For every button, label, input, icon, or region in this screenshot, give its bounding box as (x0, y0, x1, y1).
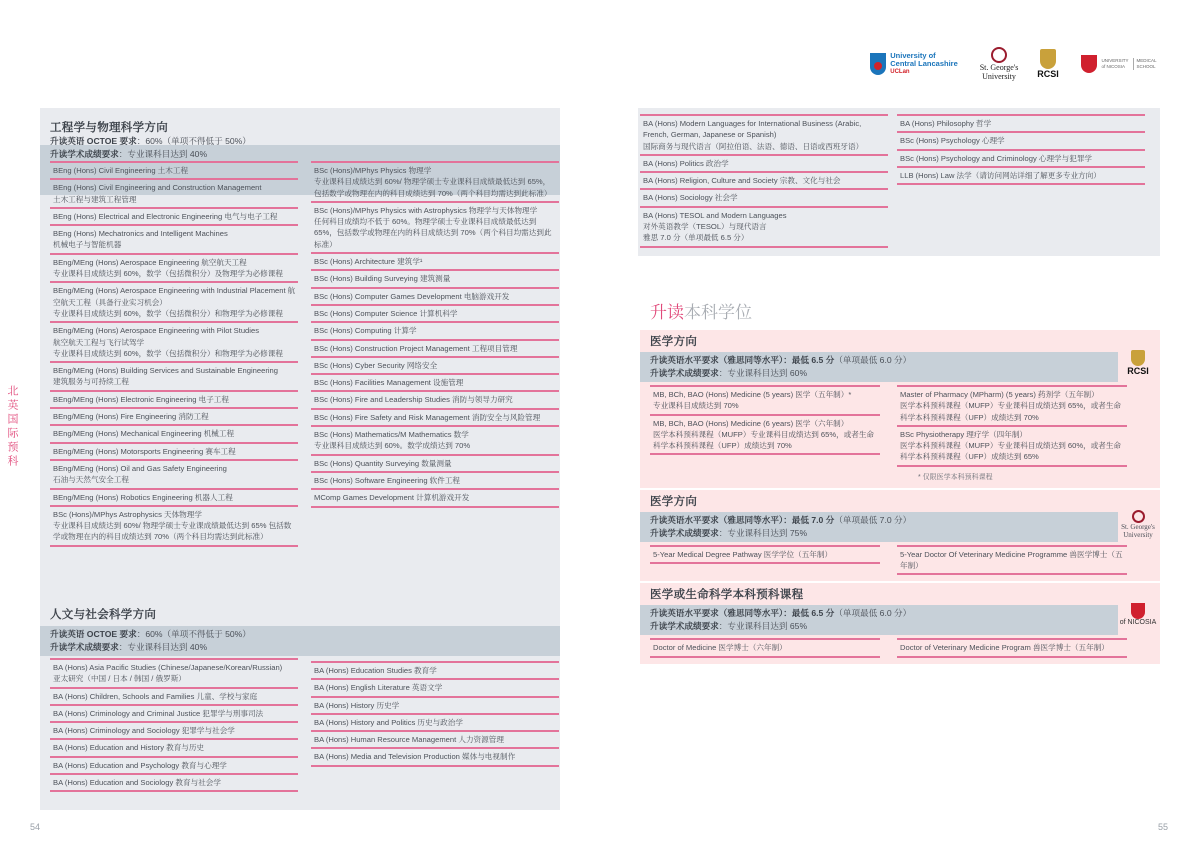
program-text: BA (Hons) Sociology 社会学 (643, 193, 738, 203)
program-text: BEng (Hons) Mechatronics and Intelligent Machines (53, 229, 228, 239)
program-text: 石油与天然气安全工程 (53, 475, 129, 485)
program-item (50, 723, 298, 740)
program-text: BSc (Hons) Facilities Management 设施管理 (314, 378, 464, 388)
program-item (311, 358, 559, 375)
medical-column-2 (897, 545, 1127, 576)
program-text: BSc Physiotherapy 理疗学（四年制） (900, 429, 1028, 439)
program-text: BSc (Hons)/MPhys Physics 物理学 (314, 166, 432, 175)
program-item (311, 473, 559, 490)
program-text: Doctor of Medicine 医学博士（六年制） (653, 643, 787, 653)
medical-req-band (640, 512, 1118, 542)
program-item (640, 156, 888, 173)
degree-heading (650, 298, 752, 323)
nicosia-mark-icon (1131, 603, 1145, 619)
program-text: BSc (Hons) Computer Science 计算机科学 (314, 308, 458, 318)
program-text: BSc (Hons) Software Engineering 软件工程 (314, 475, 461, 485)
medical-panels (640, 330, 1160, 664)
program-text: 医学本科预科课程（MUFP）专业课科目成绩达到 65%，或者生命科学本科预科课程（UFP）成绩达到 70% (653, 429, 875, 451)
humanities-english-req (50, 628, 550, 641)
left-panel (40, 108, 560, 810)
program-text: 土木工程与建筑工程管理 (53, 194, 137, 204)
medical-panel (640, 583, 1160, 663)
program-text: Master of Pharmacy (MPharm) (5 years) 药剂学（五年制） (900, 390, 1099, 399)
program-item (650, 416, 880, 456)
medical-req-band (640, 605, 1118, 635)
program-item (311, 271, 559, 288)
program-text: BA (Hons) Philosophy 哲学 (900, 119, 992, 128)
program-item (650, 545, 880, 564)
humanities-column-1 (50, 658, 298, 792)
sgu-text: St. George's (1121, 522, 1155, 531)
program-item (50, 323, 298, 363)
program-item (50, 507, 298, 547)
program-item (897, 545, 1127, 576)
program-text: 医学本科预科课程（MUFP）专业课科目成绩达到 65%，或者生命科学本科预科课程（UFP）成绩达到 70% (900, 401, 1122, 422)
program-item (897, 427, 1127, 467)
sgu-side-logo (1118, 510, 1158, 539)
program-text: BSc (Hons) Computing 计算学 (314, 326, 417, 336)
program-item (50, 409, 298, 426)
program-text: BSc (Hons) Fire Safety and Risk Management 消防安全与风险管理 (314, 412, 541, 422)
req-value: （单项最低 6.0 分） (834, 608, 912, 619)
req-value: （单项最低 7.0 分） (834, 514, 912, 525)
uclan-text: University of (890, 51, 936, 60)
req-value: ：专业课科目达到 40% (118, 149, 208, 159)
program-item (50, 461, 298, 490)
program-text: 对外英语教学（TESOL）与现代语言 (643, 222, 767, 232)
program-item (311, 375, 559, 392)
humanities-req-band (40, 626, 560, 656)
program-item (311, 456, 559, 473)
program-text: LLB (Hons) Law 法学（请访问网站详细了解更多专业方向） (900, 170, 1101, 180)
program-text: BEng/MEng (Hons) Mechanical Engineering 机械工程 (53, 429, 235, 439)
program-item (897, 638, 1127, 657)
medical-english-req (650, 607, 1108, 620)
program-item (311, 323, 559, 340)
engineering-column-1 (50, 161, 298, 547)
program-item (311, 698, 559, 715)
program-item (311, 732, 559, 749)
uclan-shield-icon (870, 53, 886, 75)
engineering-english-req (50, 135, 560, 148)
program-item (311, 254, 559, 271)
sgu-crest-icon (991, 47, 1007, 63)
right-top-panel (638, 108, 1160, 256)
req-value: ：专业课科目达到 65% (718, 621, 808, 632)
program-text: 建筑服务与可持续工程 (53, 377, 129, 387)
program-item (311, 161, 559, 203)
program-text: BA (Hons) Media and Television Production 媒体与电视制作 (314, 752, 516, 762)
program-text: 国际商务与现代语言（阿拉伯语、法语、德语、日语或西班牙语） (643, 141, 864, 151)
rcsi-logo (1033, 40, 1063, 88)
program-item (311, 490, 559, 507)
program-item (311, 715, 559, 732)
program-text: BSc (Hons) Psychology 心理学 (900, 136, 1005, 146)
program-text: 专业课科目成绩达到 60%，数学（包括微积分）和物理学为必修课程 (53, 348, 283, 358)
program-text: BA (Hons) Children, Schools and Families 儿童、学校与家庭 (53, 691, 258, 701)
program-item (311, 392, 559, 409)
program-item (50, 740, 298, 757)
program-text: 机械电子与智能机器 (53, 240, 122, 250)
program-text: MB, BCh, BAO (Hons) Medicine (5 years) 医学（五年制）* (653, 390, 852, 399)
program-text: BA (Hons) English Literature 英语文学 (314, 683, 443, 693)
req-label: 升读学术成绩要求 (50, 642, 119, 652)
req-label: 升读学术成绩要求 (650, 527, 719, 538)
program-item (50, 706, 298, 723)
medical-panel (640, 490, 1160, 582)
rcsi-crest-icon (1040, 49, 1056, 69)
program-item (640, 173, 888, 190)
nicosia-logo (1074, 50, 1164, 78)
program-item (50, 283, 298, 323)
nicosia-text: SCHOOL (1136, 64, 1156, 69)
program-text: BA (Hons) Education Studies 教育学 (314, 666, 437, 675)
humanities-academic-req (50, 641, 550, 654)
program-item (640, 208, 888, 248)
program-text: BA (Hons) Education and Psychology 教育与心理学 (53, 760, 227, 770)
program-text: BSc (Hons) Psychology and Criminology 心理学与犯罪学 (900, 153, 1093, 163)
program-item (50, 255, 298, 284)
uclan-logo (864, 44, 964, 84)
engineering-section (40, 108, 560, 606)
program-text: BEng/MEng (Hons) Motorsports Engineering 赛车工程 (53, 446, 236, 456)
rcsi-text: RCSI (1127, 366, 1149, 376)
program-text: BSc (Hons) Quantity Surveying 数量测量 (314, 458, 452, 468)
program-text: Doctor of Veterinary Medicine Program 兽医学博士（五年制） (900, 643, 1109, 653)
page-number-left: 54 (30, 822, 41, 832)
nicosia-side-logo (1118, 603, 1158, 626)
program-item (897, 133, 1145, 150)
page-number-right: 55 (1158, 822, 1169, 832)
program-text: BSc (Hons) Construction Project Management 工程项目管理 (314, 343, 518, 353)
program-text: BA (Hons) Religion, Culture and Society 宗教、文化与社会 (643, 176, 841, 186)
sgu-text: St. George's (979, 63, 1019, 72)
rcsi-text: RCSI (1037, 69, 1059, 79)
program-item (50, 758, 298, 775)
program-text: BA (Hons) Human Resource Management 人力资源管理 (314, 735, 504, 745)
program-text: BA (Hons) Criminology and Sociology 犯罪学与社会学 (53, 726, 235, 736)
program-text: BA (Hons) Asia Pacific Studies (Chinese/Japanese/Korean/Russian) (53, 663, 283, 672)
program-text: 5-Year Medical Degree Pathway 医学学位（五年制） (653, 549, 833, 559)
program-text: BSc (Hons) Building Surveying 建筑测量 (314, 274, 451, 284)
medical-column-1 (650, 385, 880, 467)
program-item (50, 775, 298, 792)
program-text: BA (Hons) Education and History 教育与历史 (53, 743, 205, 753)
program-item (897, 168, 1145, 185)
program-text: BSc (Hons) Cyber Security 网络安全 (314, 360, 438, 370)
program-text: 5-Year Doctor Of Veterinary Medicine Programme 兽医学博士（五年制） (900, 549, 1123, 571)
program-item (50, 180, 298, 209)
program-item (50, 226, 298, 255)
program-item (50, 363, 298, 392)
program-text: BEng/MEng (Hons) Aerospace Engineering 航空航天工程 (53, 257, 247, 267)
nicosia-mark-icon (1081, 55, 1097, 73)
program-text: BEng (Hons) Civil Engineering 土木工程 (53, 166, 189, 175)
program-text: BEng/MEng (Hons) Building Services and Sustainable Engineering (53, 366, 278, 376)
req-label: 升读学术成绩要求 (50, 149, 119, 159)
program-text: BEng/MEng (Hons) Aerospace Engineering with Industrial Placement 航空航天工程（具备行业实习机会） (53, 286, 296, 307)
program-text: 专业课科目成绩达到 60%。数学成绩达到 70% (314, 441, 471, 451)
medical-title: 医学或生命科学本科预科课程 (650, 589, 804, 602)
program-text: BSc (Hons) Computer Games Development 电脑游戏开发 (314, 291, 510, 301)
degree-heading-accent: 升读 (650, 303, 684, 322)
req-label: 升读学术成绩要求 (650, 621, 719, 632)
nicosia-text: of NICOSIA (1101, 64, 1125, 69)
req-label: 升读学术成绩要求 (650, 368, 719, 378)
req-value: ：专业课科目达到 40% (118, 642, 208, 652)
medical-academic-req (650, 367, 1108, 380)
program-item (50, 161, 298, 180)
req-label: 升读英语 OCTOE 要求 (50, 629, 137, 639)
humanities-column-3 (640, 114, 888, 248)
sgu-logo (975, 40, 1023, 88)
engineering-title: 工程学与物理科学方向 (50, 122, 168, 134)
program-text: 医学本科预科课程（MUFP）专业课科目成绩达到 60%，或者生命科学本科预科课程（UFP）成绩达到 65% (900, 441, 1122, 462)
humanities-section (40, 606, 560, 800)
program-text: 专业课科目成绩达到 60%，数学（包括微积分）及物理学为必修课程 (53, 269, 283, 279)
req-label: 升读英语水平要求（雅思同等水平）：最低 6.5 分 (650, 608, 835, 619)
medical-academic-req (650, 527, 1108, 540)
program-item (650, 638, 880, 657)
humanities-column-4 (897, 114, 1145, 248)
program-text: BA (Hons) History and Politics 历史与政治学 (314, 717, 463, 727)
program-text: BA (Hons) History 历史学 (314, 700, 400, 710)
program-item (50, 209, 298, 226)
program-item (650, 385, 880, 416)
sgu-text: University (1123, 530, 1153, 539)
nicosia-text: UNIVERSITY (1101, 58, 1129, 63)
program-item (50, 658, 298, 689)
program-text: 专业课科目成绩达到 60%/ 物理学硕士专业课成绩最低达到 65% 包括数学或物理在内的科目成绩达到 70%（两个科目均需达到此标准） (53, 521, 292, 542)
program-item (50, 689, 298, 706)
program-item (311, 427, 559, 456)
sgu-text: University (982, 72, 1016, 81)
program-text: BSc (Hons)/MPhys Physics with Astrophysics 物理学与天体物理学 (314, 205, 538, 215)
side-label: 北英国际预科 (6, 385, 18, 469)
medical-column-1 (650, 638, 880, 657)
req-value: ：60%（单项不得低于 50%） (136, 136, 251, 146)
program-text: BA (Hons) Criminology and Criminal Justice 犯罪学与刑事司法 (53, 708, 264, 718)
program-item (50, 490, 298, 507)
program-item (311, 289, 559, 306)
humanities-column-2 (311, 658, 559, 792)
req-label: 升读英语水平要求（雅思同等水平）：最低 7.0 分 (650, 514, 835, 525)
program-text: BSc (Hons) Fire and Leadership Studies 消防与领导力研究 (314, 395, 513, 405)
program-item (897, 385, 1127, 427)
program-item (50, 444, 298, 461)
program-text: BSc (Hons) Mathematics/M Mathematics 数学 (314, 430, 469, 440)
req-value: ：专业课科目达到 75% (718, 527, 808, 538)
program-text: 亚太研究（中国 / 日本 / 韩国 / 俄罗斯） (53, 674, 186, 684)
program-text: MB, BCh, BAO (Hons) Medicine (6 years) 医学（六年制） (653, 418, 849, 428)
program-text: BSc (Hons) Architecture 建筑学¹ (314, 257, 423, 267)
program-text: 航空航天工程与飞行试驾学 (53, 337, 145, 347)
medical-title: 医学方向 (650, 495, 698, 508)
program-text: BEng (Hons) Electrical and Electronic Engineering 电气与电子工程 (53, 211, 278, 221)
program-item (311, 661, 559, 680)
program-text: BEng/MEng (Hons) Aerospace Engineering with Pilot Studies (53, 326, 259, 336)
program-text: 专业课科目成绩达到 60%/ 物理学硕士专业课科目成绩最低达到 65%，包括数学或物理在内的科目成绩达到 70%（两个科目均需达到此标准） (314, 177, 552, 198)
humanities-title: 人文与社会科学方向 (50, 609, 157, 621)
medical-column-2 (897, 385, 1127, 467)
program-text: 专业课科目成绩达到 70% (653, 401, 739, 411)
engineering-academic-req (50, 148, 560, 161)
req-label: 升读英语水平要求（雅思同等水平）：最低 6.5 分 (650, 355, 835, 365)
program-item (640, 190, 888, 207)
req-value: ：60%（单项不得低于 50%） (136, 629, 251, 639)
program-item (897, 114, 1145, 133)
medical-panel (640, 330, 1160, 488)
program-text: BEng/MEng (Hons) Oil and Gas Safety Engineering (53, 463, 227, 473)
program-item (311, 749, 559, 766)
sgu-crest-icon (1132, 510, 1145, 523)
program-text: BSc (Hons)/MPhys Astrophysics 天体物理学 (53, 509, 202, 519)
program-item (50, 426, 298, 443)
program-item (311, 341, 559, 358)
medical-academic-req (650, 620, 1108, 633)
engineering-column-2 (311, 161, 559, 547)
medical-column-2 (897, 638, 1127, 657)
program-text: BA (Hons) Education and Sociology 教育与社会学 (53, 778, 221, 788)
program-text: BEng/MEng (Hons) Fire Engineering 消防工程 (53, 412, 209, 422)
nicosia-text: of NICOSIA (1119, 619, 1157, 627)
degree-heading-rest: 本科学位 (684, 303, 752, 322)
program-item (50, 392, 298, 409)
medical-footnote: * 仅限医学本科预科课程 (918, 473, 993, 481)
program-item (640, 114, 888, 156)
req-value: ：专业课科目达到 60% (718, 368, 808, 378)
program-text: 任何科目成绩均不低于 60%。物理学硕士专业课科目成绩最低达到 65%，包括数学或物理在内的科目成绩达到 70%（两个科目均需达到此标准） (314, 217, 552, 249)
program-item (311, 306, 559, 323)
program-text: BA (Hons) Modern Languages for International Business (Arabic, French, German, Japanese or Spanish) (643, 119, 862, 140)
nicosia-text: MEDICAL (1136, 58, 1157, 63)
program-text: BA (Hons) TESOL and Modern Languages (643, 210, 787, 220)
program-text: 雅思 7.0 分（单项最低 6.5 分） (643, 233, 749, 243)
program-text: BA (Hons) Politics 政治学 (643, 158, 729, 168)
medical-english-req (650, 354, 1108, 367)
medical-title: 医学方向 (650, 336, 698, 348)
medical-req-band (640, 352, 1118, 382)
uclan-text: UCLan (890, 69, 910, 75)
medical-english-req (650, 514, 1108, 527)
program-item (897, 151, 1145, 168)
req-value: （单项最低 6.0 分） (834, 355, 912, 365)
req-label: 升读英语 OCTOE 要求 (50, 136, 137, 146)
medical-column-1 (650, 545, 880, 576)
rcsi-crest-icon (1131, 350, 1145, 366)
program-text: BEng/MEng (Hons) Electronic Engineering 电子工程 (53, 394, 229, 404)
program-text: 专业课科目成绩达到 60%，数学（包括微积分）和物理学为必修课程 (53, 308, 283, 318)
program-item (311, 680, 559, 697)
program-text: BEng (Hons) Civil Engineering and Construction Management (53, 183, 262, 193)
program-text: BEng/MEng (Hons) Robotics Engineering 机器人工程 (53, 492, 233, 502)
program-item (311, 410, 559, 427)
uclan-text: Central Lancashire (890, 59, 958, 68)
program-text: MComp Games Development 计算机游戏开发 (314, 493, 470, 503)
rcsi-side-logo (1118, 350, 1158, 376)
program-item (311, 203, 559, 254)
